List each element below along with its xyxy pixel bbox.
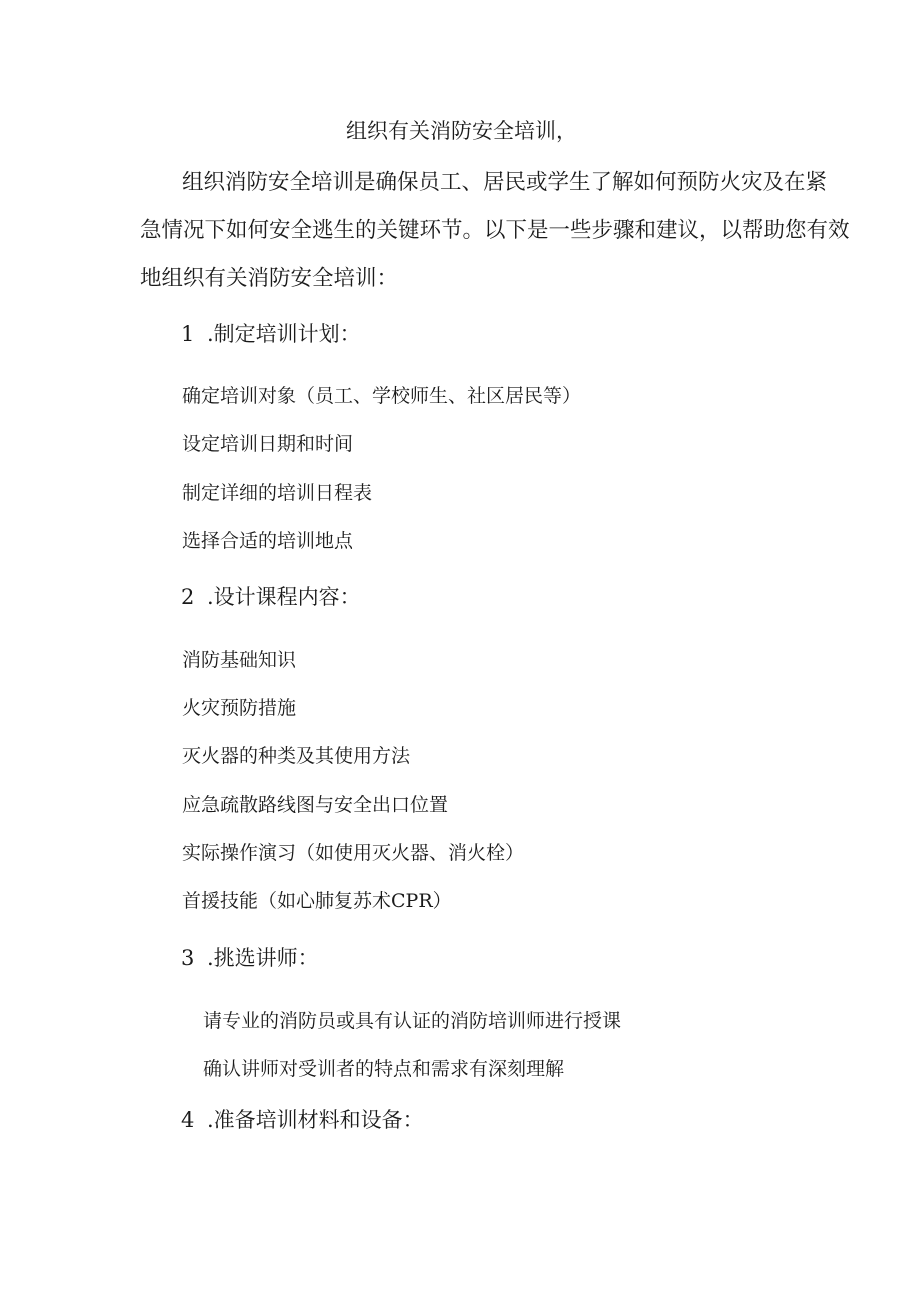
list-item: 灭火器的种类及其使用方法	[182, 745, 411, 767]
list-item: 消防基础知识	[182, 649, 297, 671]
section-1-number: 1	[181, 322, 195, 346]
list-item: 选择合适的培训地点	[182, 530, 354, 552]
list-item: 实际操作演习（如使用灭火器、消火栓）	[182, 842, 525, 864]
section-1-heading	[181, 324, 361, 345]
section-2-heading	[181, 587, 361, 608]
section-3-number: 3	[181, 946, 195, 970]
list-item: 确认讲师对受训者的特点和需求有深刻理解	[203, 1058, 565, 1080]
section-4-heading	[181, 1110, 424, 1131]
document-title: 组织有关消防安全培训，	[346, 119, 577, 143]
section-4-title: .准备培训材料和设备：	[207, 1108, 424, 1132]
section-3-title: .挑选讲师：	[207, 946, 319, 970]
section-2-number: 2	[181, 585, 195, 609]
list-item: 请专业的消防员或具有认证的消防培训师进行授课	[203, 1010, 622, 1032]
list-item: 首援技能（如心肺复苏术CPR）	[182, 890, 452, 912]
intro-line-1: 组织消防安全培训是确保员工、居民或学生了解如何预防火灾及在紧	[182, 170, 828, 195]
list-item: 确定培训对象（员工、学校师生、社区居民等）	[182, 385, 582, 407]
intro-line-2: 急情况下如何安全逃生的关键环节。以下是一些步骤和建议，以帮助您有效	[140, 218, 850, 243]
section-1-title: .制定培训计划：	[207, 322, 361, 346]
section-4-number: 4	[181, 1108, 195, 1132]
list-item: 制定详细的培训日程表	[182, 482, 373, 504]
list-item: 设定培训日期和时间	[182, 433, 354, 455]
list-item: 应急疏散路线图与安全出口位置	[182, 794, 449, 816]
section-2-title: .设计课程内容：	[207, 585, 361, 609]
intro-line-3: 地组织有关消防安全培训：	[140, 266, 399, 291]
list-item: 火灾预防措施	[182, 697, 297, 719]
section-3-heading	[181, 948, 319, 969]
